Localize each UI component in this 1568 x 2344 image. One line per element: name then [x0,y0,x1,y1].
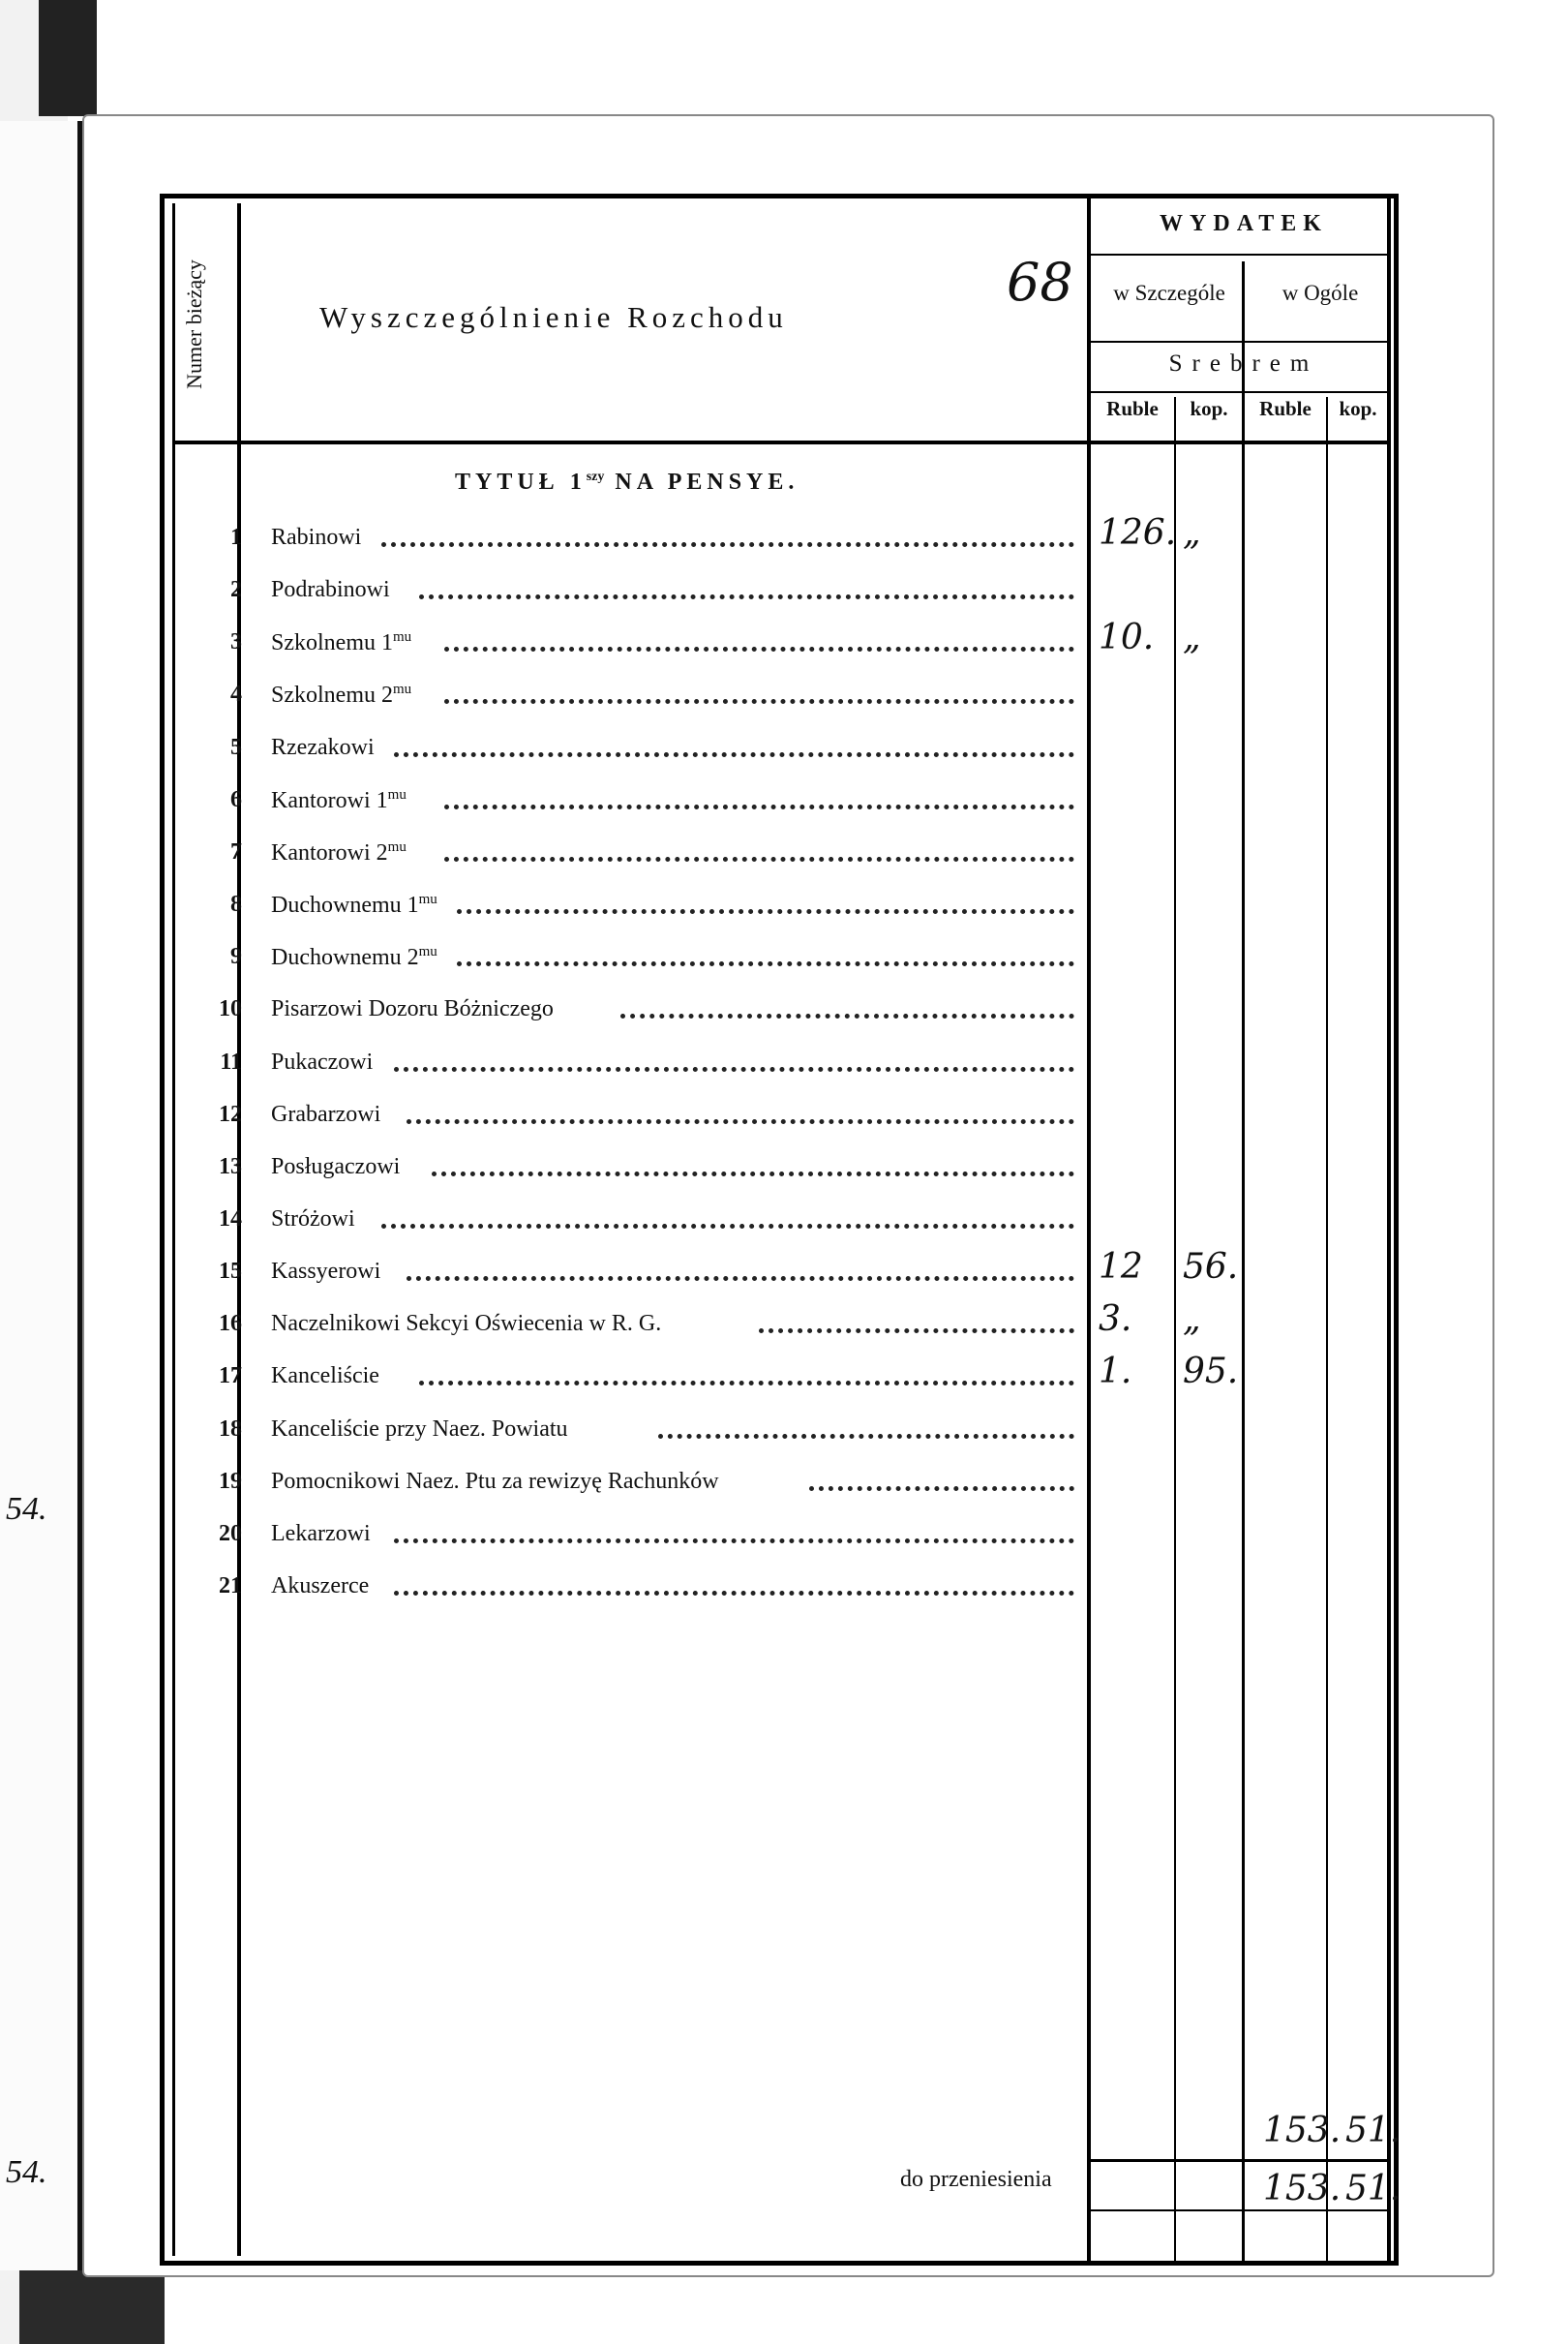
ledger-row [174,1311,1074,1350]
row-description-text: Naczelnikowi Sekcyi Oświecenia w R. G. [271,1311,662,1337]
previous-page-edge [0,121,82,2270]
row-description-text: Stróżowi [271,1205,355,1232]
row-description [271,525,361,551]
leader-dots [658,1428,1074,1439]
row-description [271,577,390,603]
total-rubles-header: Ruble [1259,397,1312,420]
row-description [271,892,437,919]
row-number: 21 [219,1573,242,1598]
row-number: 13 [219,1153,242,1179]
subheader-rule [1089,341,1389,343]
binding-strip-bottom [19,2270,165,2344]
row-number: 4 [230,682,242,708]
row-description-text: Pomocnikowi Naez. Ptu za rewizyę Rachunków [271,1468,719,1494]
srebrem-rule [1089,391,1389,393]
carry-rubles: 153. [1263,2169,1342,2208]
detail-rubles-header: Ruble [1106,397,1159,420]
leader-dots [457,956,1074,966]
row-description-sup: mu [393,629,412,646]
row-description-sup: mu [393,682,412,698]
ledger-row [174,682,1074,720]
ledger-row [174,1050,1074,1088]
sum-rule [1089,2159,1389,2162]
carry-kopeks: 51. [1345,2169,1402,2208]
ledger-row [174,1521,1074,1560]
row-description-text: Kantorowi 2 [271,839,388,866]
row-description [271,1469,719,1495]
detail-header: w Szczególe [1113,281,1225,305]
total-kopeks-header: kop. [1339,397,1377,420]
leader-dots [457,903,1074,914]
row-description-sup: mu [418,944,437,960]
row-description [271,735,375,761]
ledger-row [174,629,1074,668]
ledger-row [174,944,1074,983]
ledger-row [174,1469,1074,1507]
detail-rubles-value: 1. [1099,1352,1132,1392]
row-description-text: Kanceliście przy Naez. Powiatu [271,1416,568,1442]
row-description-text: Kassyerowi [271,1259,381,1285]
carry-rule [1089,2209,1389,2211]
ledger-row [174,1259,1074,1297]
ledger-row [174,1363,1074,1402]
row-description-text: Szkolnemu 1 [271,630,393,656]
row-description [271,1416,568,1443]
inner-right-border [1387,198,1391,2266]
row-number: 12 [219,1101,242,1127]
row-number: 11 [220,1049,242,1075]
row-description [271,944,437,971]
row-number: 20 [219,1520,242,1546]
row-description-text: Rzezakowi [271,734,375,760]
row-description-text: Pisarzowi Dozoru Bóżniczego [271,996,554,1022]
leader-dots [407,1270,1074,1281]
row-description-sup: mu [418,892,437,908]
row-number: 14 [219,1205,242,1232]
sum-rubles: 153. [1263,2111,1342,2150]
ledger-row [174,735,1074,774]
detail-rubles-value: 10. [1099,618,1155,658]
detail-rubles-value: 3. [1099,1299,1132,1340]
detail-rubles-value: 12 [1099,1247,1143,1288]
leader-dots [759,1323,1074,1333]
ledger-row [174,996,1074,1035]
page-title: Wyszczególnienie Rozchodu [319,300,788,334]
section-title-suffix: NA PENSYE. [615,470,799,495]
row-description-text: Duchownemu 2 [271,945,419,971]
leader-dots [381,536,1074,547]
page-number: 68 [1007,252,1073,313]
row-description [271,839,407,867]
description-column-divider [1087,198,1091,2266]
row-number: 1 [230,525,242,550]
row-description [271,1102,380,1128]
row-description [271,682,411,709]
row-description [271,1154,400,1180]
leader-dots [444,851,1074,862]
ledger-row [174,892,1074,930]
leader-dots [394,746,1074,757]
row-description [271,996,554,1022]
row-description [271,1311,661,1337]
row-description-text: Kanceliście [271,1363,379,1389]
detail-total-divider [1242,261,1245,2266]
ledger-row [174,525,1074,563]
row-description-text: Podrabinowi [271,577,390,603]
detail-kopeks-value: „ [1183,513,1201,553]
left-page-mark-1: 54. [6,1491,47,1527]
row-description [271,1206,355,1233]
carry-forward-label: do przeniesienia [900,2167,1052,2192]
row-description-sup: mu [387,786,407,803]
leader-dots [444,641,1074,652]
leader-dots [407,1113,1074,1124]
row-description [271,1050,373,1076]
ledger-row [174,1102,1074,1141]
expense-header: WYDATEK [1160,211,1328,236]
leader-dots [432,1166,1074,1176]
leader-dots [809,1480,1074,1491]
section-title-sup: szy [586,470,605,484]
left-page-mark-2: 54. [6,2154,47,2190]
ledger-row [174,577,1074,616]
row-number: 6 [230,786,242,812]
row-number: 8 [230,892,242,918]
row-description-text: Duchownemu 1 [271,893,419,919]
section-title-prefix: TYTUŁ 1 [455,470,587,495]
row-description-text: Akuszerce [271,1573,370,1598]
row-number: 3 [230,629,242,655]
detail-kopeks-value: 95. [1183,1352,1239,1392]
leader-dots [381,1218,1074,1229]
row-number: 9 [230,944,242,970]
row-number: 15 [219,1259,242,1285]
leader-dots [444,799,1074,809]
ledger-row [174,1573,1074,1612]
row-description-text: Pukaczowi [271,1049,374,1075]
detail-rub-kop-divider [1174,397,1176,2266]
row-description [271,1363,379,1389]
ledger-row [174,839,1074,878]
total-header: w Ogóle [1282,281,1359,305]
row-description [271,1521,371,1547]
ledger-row [174,1416,1074,1455]
ledger-row [174,1206,1074,1245]
ledger-row [174,1154,1074,1193]
leader-dots [419,1375,1074,1385]
row-description-text: Posługaczowi [271,1153,401,1179]
row-description [271,629,411,656]
row-number-header: Numer bieżący [182,259,207,389]
row-description-text: Lekarzowi [271,1520,371,1546]
row-description-text: Szkolnemu 2 [271,683,393,709]
row-description [271,787,407,814]
row-description-sup: mu [387,838,407,855]
leader-dots [394,1585,1074,1596]
detail-kopeks-value: „ [1183,618,1201,658]
row-number: 18 [219,1416,242,1442]
row-number: 7 [230,838,242,865]
leader-dots [394,1533,1074,1543]
row-description-text: Kantorowi 1 [271,787,388,813]
row-description [271,1573,369,1599]
currency-header: Srebrem [1168,350,1319,377]
leader-dots [620,1008,1074,1019]
row-description-text: Rabinowi [271,525,362,550]
binding-strip-top [39,0,97,116]
row-number: 5 [230,734,242,760]
total-rub-kop-divider [1326,397,1328,2266]
header-bottom-rule [174,441,1389,444]
row-number: 19 [219,1468,242,1494]
detail-kopeks-value: 56. [1183,1247,1239,1288]
row-description-text: Grabarzowi [271,1101,381,1127]
row-number: 16 [219,1311,242,1337]
detail-kopeks-header: kop. [1190,397,1228,420]
leader-dots [444,693,1074,704]
leader-dots [419,589,1074,599]
row-description [271,1259,380,1285]
wydatek-rule [1089,254,1389,256]
section-heading [455,470,799,496]
row-number: 17 [219,1363,242,1389]
ledger-row [174,787,1074,826]
sum-kopeks: 51. [1345,2111,1402,2150]
row-number: 10 [219,996,242,1022]
row-number: 2 [230,577,242,603]
detail-rubles-value: 126. [1099,513,1177,553]
detail-kopeks-value: „ [1183,1299,1201,1340]
leader-dots [394,1061,1074,1072]
